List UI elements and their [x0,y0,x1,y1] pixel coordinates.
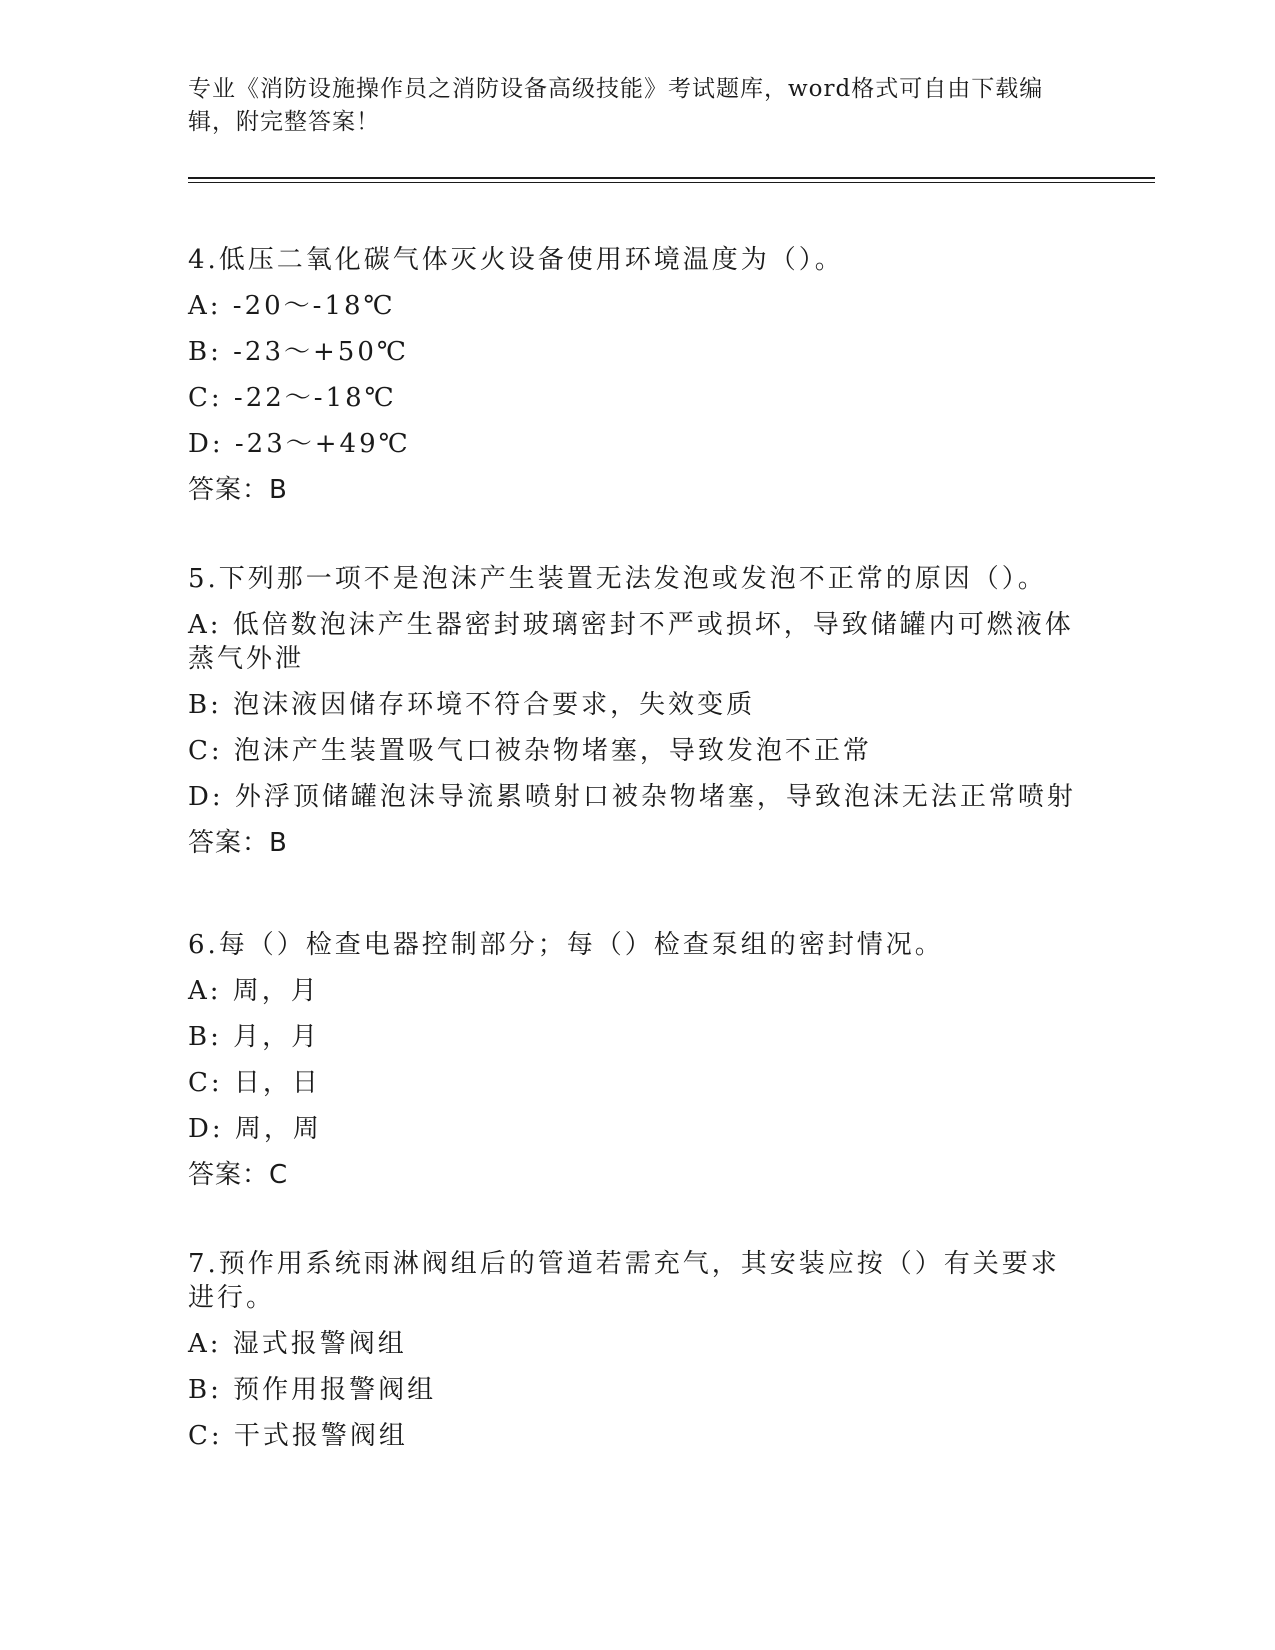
header-divider-thin [188,182,1155,183]
question-4 [188,243,1088,507]
answer-line: 答案：B [188,828,288,858]
answer-line: 答案：C [188,1160,289,1190]
option-a: A: -20～-18℃ [188,291,396,321]
option-b: B: 月，月 [188,1022,321,1052]
option-b: B: -23～+50℃ [188,337,409,367]
answer-line: 答案：B [188,475,288,505]
option-c: C: -22～-18℃ [188,383,397,413]
option-c: C: 日，日 [188,1068,321,1098]
option-b: B: 预作用报警阀组 [188,1375,437,1405]
option-c: C: 泡沫产生装置吸气口被杂物堵塞，导致发泡不正常 [188,736,872,766]
question-stem: 6.每（）检查电器控制部分；每（）检查泵组的密封情况。 [188,930,944,960]
question-stem: 5.下列那一项不是泡沫产生装置无法发泡或发泡不正常的原因（）。 [188,564,1047,594]
option-a: A: 周，月 [188,976,320,1006]
question-7 [188,1247,1088,1465]
option-a: A: 湿式报警阀组 [188,1329,407,1359]
option-c: C: 干式报警阀组 [188,1421,408,1451]
question-stem: 7.预作用系统雨淋阀组后的管道若需充气，其安装应按（）有关要求进行。 [188,1249,1060,1313]
question-6 [188,928,1088,1192]
question-stem: 4.低压二氧化碳气体灭火设备使用环境温度为（）。 [188,245,844,275]
question-5 [188,562,1088,860]
option-d: D: -23～+49℃ [188,429,411,459]
header-divider-thick [188,177,1155,179]
option-d: D: 周，周 [188,1114,322,1144]
option-b: B: 泡沫液因储存环境不符合要求，失效变质 [188,690,756,720]
option-d: D: 外浮顶储罐泡沫导流累喷射口被杂物堵塞，导致泡沫无法正常喷射 [188,782,1076,812]
document-header: 专业《消防设施操作员之消防设备高级技能》考试题库，word格式可自由下载编辑，附完整答案！ [188,76,1044,135]
option-a: A: 低倍数泡沫产生器密封玻璃密封不严或损坏，导致储罐内可燃液体蒸气外泄 [188,610,1074,674]
